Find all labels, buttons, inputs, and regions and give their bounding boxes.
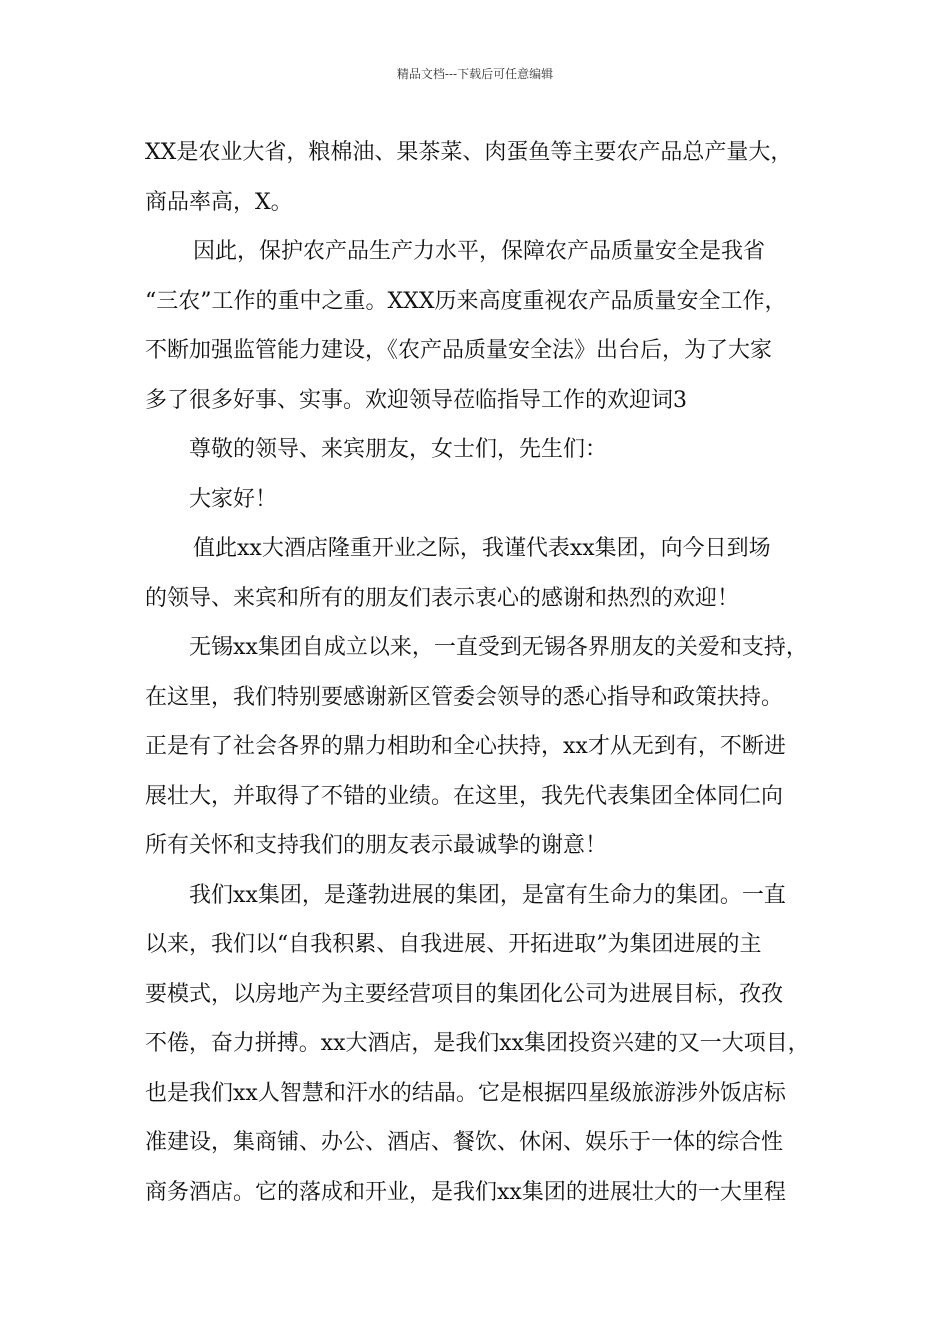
text-line-content: 以来，我们以“自我积累、自我进展、开拓进取”为集团进展的主 <box>145 932 762 957</box>
text-line-content: 要模式，以房地产为主要经营项目的集团化公司为进展目标，孜孜 <box>145 981 784 1007</box>
text-line <box>145 1118 810 1168</box>
greeting-line <box>145 475 810 525</box>
text-line <box>145 1168 810 1218</box>
text-line-content: “三农”工作的重中之重。XXX历来高度重视农产品质量安全工作， <box>145 288 787 314</box>
text-line-content: 准建设，集商铺、办公、酒店、餐饮、休闲、娱乐于一体的综合性 <box>145 1130 784 1155</box>
text-line-content: 无锡xx集团自成立以来，一直受到无锡各界朋友的关爱和支持， <box>189 635 808 660</box>
text-line <box>145 376 810 426</box>
text-line-content: 不倦，奋力拼搏。xx大酒店，是我们xx集团投资兴建的又一大项目， <box>145 1031 810 1056</box>
text-line <box>145 1069 810 1119</box>
text-line-content: 尊敬的领导、来宾朋友，女士们，先生们： <box>189 437 608 462</box>
text-line <box>145 178 810 228</box>
text-line <box>145 673 810 723</box>
paragraph-start-line <box>145 227 810 277</box>
text-line-content: 值此xx大酒店隆重开业之际，我谨代表xx集团，向今日到场 <box>193 536 771 561</box>
text-line-content: 商品率高，X。 <box>145 189 293 215</box>
text-line <box>145 1019 810 1069</box>
text-line <box>145 821 810 871</box>
text-line <box>145 920 810 970</box>
text-line <box>145 128 810 178</box>
text-line-content: 正是有了社会各界的鼎力相助和全心扶持，xx才从无到有，不断进 <box>145 734 786 759</box>
text-line-content: 大家好！ <box>189 486 278 512</box>
text-line-content: 在这里，我们特别要感谢新区管委会领导的悉心指导和政策扶持。 <box>145 684 784 710</box>
text-line <box>145 574 810 624</box>
text-line <box>145 277 810 327</box>
paragraph-start-line <box>145 871 810 921</box>
text-line-content: 我们xx集团，是蓬勃进展的集团，是富有生命力的集团。一直 <box>189 882 786 908</box>
text-line-content: 所有关怀和支持我们的朋友表示最诚挚的谢意！ <box>145 833 608 858</box>
paragraph-start-line <box>145 524 810 574</box>
text-line <box>145 970 810 1020</box>
text-line-content: 商务酒店。它的落成和开业，是我们xx集团的进展壮大的一大里程 <box>145 1179 786 1205</box>
text-line-content: 也是我们xx人智慧和汗水的结晶。它是根据四星级旅游涉外饭店标 <box>145 1080 786 1106</box>
document-body <box>145 128 810 1217</box>
text-line <box>145 326 810 376</box>
salutation-line <box>145 425 810 475</box>
text-line <box>145 772 810 822</box>
text-line-content: 的领导、来宾和所有的朋友们表示衷心的感谢和热烈的欢迎！ <box>145 585 740 611</box>
text-line-content: 展壮大，并取得了不错的业绩。在这里，我先代表集团全体同仁向 <box>145 783 784 809</box>
text-line-content: 因此，保护农产品生产力水平，保障农产品质量安全是我省 <box>193 239 766 264</box>
page-header: 精品文档---下载后可任意编辑 <box>396 67 554 81</box>
text-line <box>145 722 810 772</box>
text-line-content: 多了很多好事、实事。欢迎领导莅临指导工作的欢迎词3 <box>145 387 687 413</box>
paragraph-start-line <box>145 623 810 673</box>
text-line-content: XX是农业大省，粮棉油、果茶菜、肉蛋鱼等主要农产品总产量大， <box>145 140 793 165</box>
text-line-content: 不断加强监管能力建设，《农产品质量安全法》出台后，为了大家 <box>145 338 773 363</box>
